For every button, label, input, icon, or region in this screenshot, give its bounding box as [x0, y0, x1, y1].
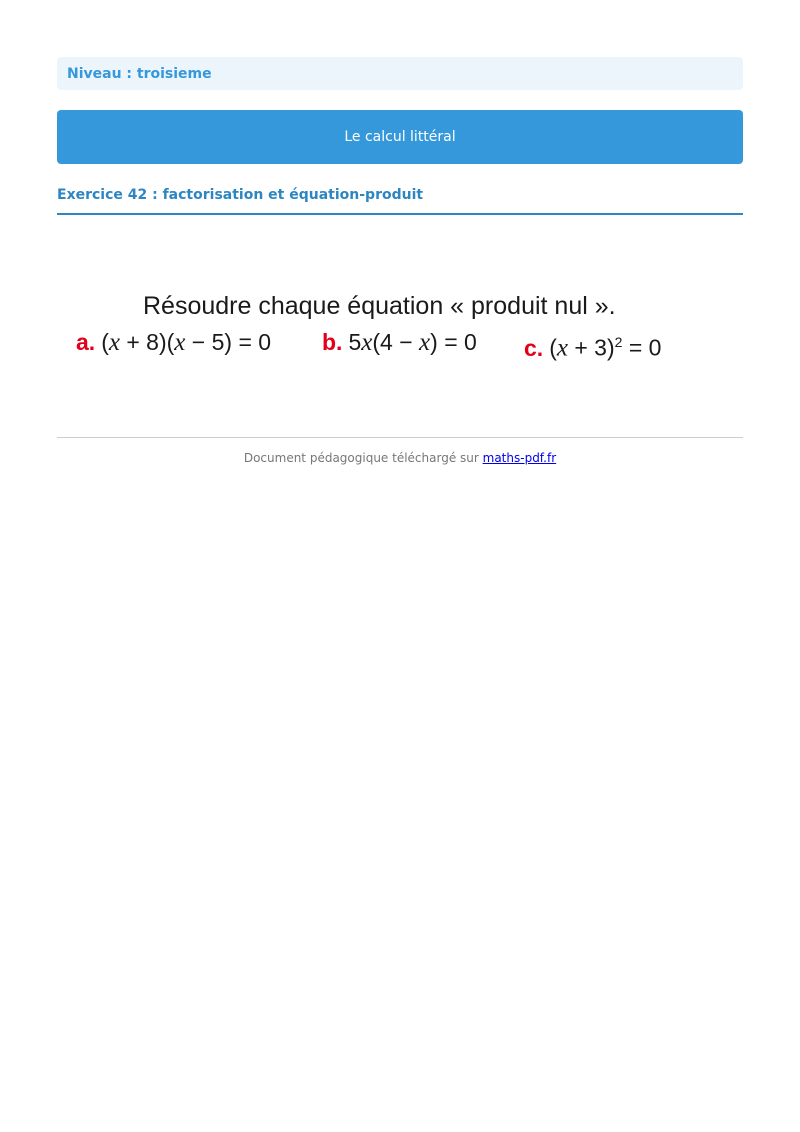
equation-variable: x [361, 329, 373, 356]
equation-variable: x [419, 329, 431, 356]
chapter-title: Le calcul littéral [344, 129, 456, 145]
chapter-banner [57, 110, 743, 164]
equation-letter: c. [524, 334, 544, 361]
equation-variable: x [108, 329, 120, 356]
equation-c [524, 325, 661, 366]
equation-letter: a. [76, 329, 96, 355]
footer-divider [57, 437, 743, 438]
level-label [57, 57, 743, 90]
equation-variable: x [556, 334, 568, 362]
equation-part: ) = 0 [430, 329, 477, 355]
equation-part: − 5) = 0 [185, 329, 272, 355]
equation-variable: x [174, 329, 186, 356]
level-text: Niveau : troisieme [67, 65, 212, 82]
footer-text: Document pédagogique téléchargé sur [243, 451, 483, 465]
equation-part: ( [549, 334, 557, 361]
equation-exponent: 2 [614, 334, 623, 350]
equation-a [76, 325, 271, 360]
equation-letter: b. [322, 329, 343, 355]
equation-part: (4 − [372, 329, 420, 355]
equation-part: + 3) [567, 334, 615, 361]
exercise-content [57, 285, 743, 365]
exercise-title: Exercice 42 : factorisation et équation-produit [57, 185, 743, 215]
footer-link[interactable]: maths-pdf.fr [482, 451, 557, 465]
equation-part: = 0 [622, 334, 662, 361]
equation-part: ( [101, 329, 109, 355]
equation-b [322, 325, 477, 360]
exercise-instruction: Résoudre chaque équation « produit nul ». [143, 292, 616, 320]
footer [57, 450, 743, 466]
equation-part: 5 [348, 329, 362, 355]
equation-part: + 8)( [119, 329, 175, 355]
